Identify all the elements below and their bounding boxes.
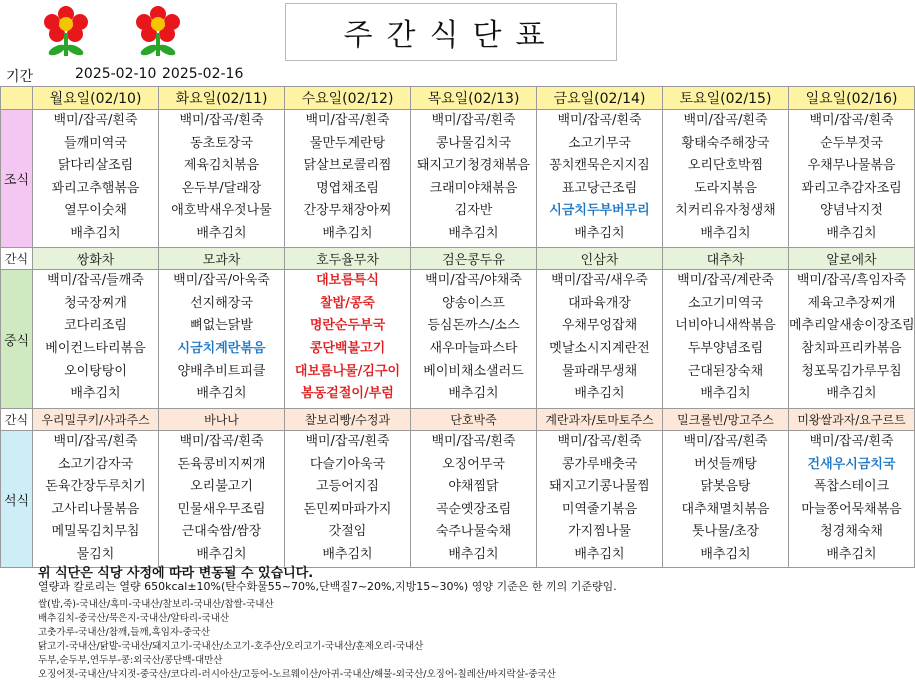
dinner-day-cell [285, 431, 411, 568]
snack_am-cell: 쌍화차 [33, 248, 159, 270]
menu-item: 소고기미역국 [687, 295, 764, 311]
menu-item: 배추김치 [700, 546, 751, 562]
menu-item: 곡순옛장조림 [435, 501, 512, 517]
menu-item: 민물새우무조림 [177, 501, 266, 517]
nutrition-text: 열량과 칼로리는 열량 650kcal±10%(탄수화물55~70%,단백질7~20%,지방15~30%) 영양 기준은 한 끼의 기준량임. [38, 580, 617, 593]
flower-icon [130, 6, 186, 62]
snack_am-cell: 호두율무차 [285, 248, 411, 270]
dinner-day-cell [663, 431, 789, 568]
menu-item: 도라지볶음 [694, 180, 757, 196]
origin-line: 닭고기-국내산/닭발-국내산/돼지고기-국내산/소고기-호주산/오리고기-국내산/훈제오리-국내산 [38, 641, 424, 652]
origin-line: 고춧가루-국내산/참깨,들깨,흑임자-중국산 [38, 627, 211, 638]
menu-item: 배추김치 [196, 546, 247, 562]
menu-item: 명엽채조림 [316, 180, 379, 196]
menu-item: 제육김치볶음 [183, 158, 260, 173]
breakfast-day-cell [159, 110, 285, 248]
menu-item: 양배추비트피클 [177, 363, 266, 379]
lunch-day-cell [789, 270, 915, 409]
section-label-snack-pm: 간식 [1, 409, 33, 431]
section-label-snack-am: 간식 [1, 248, 33, 270]
menu-item: 배추김치 [700, 386, 751, 402]
menu-item: 참치파프리카볶음 [801, 341, 902, 357]
menu-item: 배추김치 [826, 386, 877, 402]
menu-table [0, 86, 915, 568]
menu-item: 고사리나물볶음 [51, 501, 140, 517]
menu-item: 백미/잡곡/흰죽 [809, 113, 894, 128]
snack_pm-cell: 찰보리빵/수정과 [285, 409, 411, 431]
breakfast-day-cell [537, 110, 663, 248]
menu-item: 코다리조림 [64, 318, 127, 334]
origin-line: 두부,순두부,연두부-콩:외국산/콩단백-대만산 [38, 655, 223, 666]
menu-item: 치커리유자청생채 [675, 203, 776, 218]
menu-item: 근대숙쌈/쌈장 [181, 524, 262, 539]
menu-item: 배추김치 [70, 386, 121, 402]
menu-item: 찰밥/콩죽 [320, 295, 375, 311]
menu-item: 백미/잡곡/흰죽 [683, 113, 768, 128]
snack_am-cell: 검은콩두유 [411, 248, 537, 270]
menu-item: 배추김치 [826, 225, 877, 241]
menu-item: 고등어지짐 [316, 479, 379, 494]
flower-icon [38, 6, 94, 62]
menu-item: 꽈리고추감자조림 [801, 180, 902, 196]
menu-item: 들깨미역국 [64, 135, 127, 151]
lunch-day-cell [285, 270, 411, 409]
menu-item: 건새우시금치국 [807, 456, 896, 472]
menu-item: 온두부/달래장 [181, 180, 262, 196]
day-header-row [1, 87, 915, 110]
lunch-day-cell [537, 270, 663, 409]
menu-item: 배추김치 [574, 386, 625, 402]
corner-cell [1, 87, 33, 110]
menu-item: 숙주나물숙채 [435, 524, 512, 539]
menu-item: 양념낙지젓 [820, 203, 883, 218]
menu-item: 봄동겉절이/부럼 [301, 386, 394, 402]
origin-line: 쌀(밥,죽)-국내산/흑미-국내산/찰보리-국내산/찹쌀-국내산 [38, 599, 274, 610]
lunch-day-cell [33, 270, 159, 409]
menu-item: 백미/잡곡/흰죽 [179, 434, 264, 449]
lunch-day-cell [663, 270, 789, 409]
menu-item: 시금치계란볶음 [177, 341, 266, 357]
menu-item: 물만두계란탕 [309, 135, 386, 151]
day-header: 수요일(02/12) [285, 87, 411, 110]
menu-item: 표고당근조림 [561, 180, 638, 196]
menu-item: 배추김치 [322, 225, 373, 241]
menu-item: 배추김치 [826, 546, 877, 562]
menu-item: 청국장찌개 [64, 295, 127, 311]
menu-item: 청포묵김가루무침 [801, 363, 902, 379]
menu-item: 김자반 [454, 203, 493, 218]
menu-item: 물김치 [76, 546, 115, 562]
menu-item: 메추리알새송이장조림 [789, 318, 915, 334]
menu-item: 백미/잡곡/흰죽 [683, 434, 768, 449]
menu-item: 콩나물김치국 [435, 135, 512, 151]
menu-item: 백미/잡곡/흑임자죽 [796, 273, 907, 288]
title-box [285, 3, 617, 61]
snack_am-cell: 알로에차 [789, 248, 915, 270]
snack_pm-cell: 바나나 [159, 409, 285, 431]
menu-item: 백미/잡곡/계란죽 [677, 273, 774, 288]
menu-item: 동초토장국 [190, 135, 253, 151]
menu-item: 크래미야채볶음 [429, 180, 518, 196]
snack_am-cell: 모과차 [159, 248, 285, 270]
menu-item: 백미/잡곡/흰죽 [53, 434, 138, 449]
origin-line: 배추김치-중국산/묵은지-국내산/알타리-국내산 [38, 613, 230, 624]
menu-item: 닭봇음탕 [700, 479, 751, 494]
menu-item: 돈육간장두루치기 [45, 479, 146, 494]
menu-item: 소고기무국 [568, 135, 631, 151]
menu-item: 백미/잡곡/흰죽 [53, 113, 138, 128]
snack-am-row [1, 248, 915, 270]
menu-item: 다슬기아욱국 [309, 456, 386, 472]
menu-item: 우채무나물볶음 [807, 158, 896, 173]
menu-item: 가지찜나물 [568, 524, 631, 539]
snack_pm-cell: 단호박죽 [411, 409, 537, 431]
day-header: 일요일(02/16) [789, 87, 915, 110]
menu-item: 우채무엉잡채 [561, 318, 638, 334]
menu-item: 백미/잡곡/흰죽 [179, 113, 264, 128]
menu-item: 배추김치 [448, 225, 499, 241]
dinner-day-cell [159, 431, 285, 568]
menu-item: 닭살브로콜리찜 [303, 158, 392, 173]
dinner-day-cell [789, 431, 915, 568]
dinner-day-cell [33, 431, 159, 568]
menu-item: 오이탕탕이 [64, 363, 127, 379]
breakfast-day-cell [411, 110, 537, 248]
menu-item: 백미/잡곡/흰죽 [809, 434, 894, 449]
menu-item: 등심돈까스/소스 [427, 318, 520, 334]
menu-item: 근대된장숙채 [687, 363, 764, 379]
day-header: 토요일(02/15) [663, 87, 789, 110]
menu-item: 순두부젓국 [820, 135, 883, 151]
period-start: 2025-02-10 [75, 66, 157, 82]
snack_pm-cell: 계란과자/토마토주스 [537, 409, 663, 431]
menu-item: 백미/잡곡/아욱죽 [173, 273, 270, 288]
menu-item: 미역줄기볶음 [561, 501, 638, 517]
breakfast-day-cell [663, 110, 789, 248]
menu-item: 돈육콩비지찌개 [177, 456, 266, 472]
dinner-row [1, 431, 915, 568]
menu-item: 백미/잡곡/흰죽 [305, 434, 390, 449]
snack_am-cell: 인삼차 [537, 248, 663, 270]
day-header: 화요일(02/11) [159, 87, 285, 110]
menu-item: 열무이숫채 [64, 203, 127, 218]
snack_am-cell: 대추차 [663, 248, 789, 270]
breakfast-day-cell [33, 110, 159, 248]
menu-item: 두부양념조림 [687, 341, 764, 357]
menu-item: 배추김치 [574, 546, 625, 562]
breakfast-row [1, 110, 915, 248]
menu-item: 명란순두부국 [309, 318, 386, 334]
menu-item: 대보름나물/김구이 [294, 363, 401, 379]
day-header: 금요일(02/14) [537, 87, 663, 110]
menu-item: 꽁치캔묵은지지짐 [549, 158, 650, 173]
menu-item: 제육고추장찌개 [807, 295, 896, 311]
menu-item: 꽈리고추햄볶음 [51, 180, 140, 196]
header [0, 0, 900, 64]
menu-item: 돼지고기콩나물찜 [549, 479, 650, 494]
menu-item: 배추김치 [322, 546, 373, 562]
menu-item: 양송이스프 [442, 295, 505, 311]
menu-item: 백미/잡곡/흰죽 [305, 113, 390, 128]
menu-item: 물파래무생채 [561, 363, 638, 379]
menu-item: 콩가루배춧국 [561, 456, 638, 472]
day-header: 목요일(02/13) [411, 87, 537, 110]
menu-item: 간장무채장아찌 [303, 203, 392, 218]
menu-item: 대추채멸치볶음 [681, 501, 770, 517]
snack_pm-cell: 우리밀쿠키/사과주스 [33, 409, 159, 431]
menu-item: 백미/잡곡/흰죽 [557, 113, 642, 128]
menu-item: 백미/잡곡/흰죽 [431, 113, 516, 128]
menu-item: 오징어무국 [442, 456, 505, 472]
menu-item: 오리불고기 [190, 479, 253, 494]
lunch-row [1, 270, 915, 409]
menu-item: 배추김치 [700, 225, 751, 241]
section-label-lunch: 중식 [1, 270, 33, 409]
notice-text: 위 식단은 식당 사정에 따라 변동될 수 있습니다. [38, 566, 314, 581]
menu-item: 백미/잡곡/새우죽 [551, 273, 648, 288]
menu-item: 선지해장국 [190, 295, 253, 311]
menu-item: 배추김치 [448, 386, 499, 402]
menu-item: 마늘쫑어묵채볶음 [801, 501, 902, 517]
menu-item: 청경채숙채 [820, 524, 883, 539]
menu-item: 소고기감자국 [57, 456, 134, 472]
menu-item: 오리단호박찜 [687, 158, 764, 173]
menu-item: 돼지고기청경채볶음 [416, 158, 531, 173]
period-row [0, 64, 900, 86]
section-label-breakfast: 조식 [1, 110, 33, 248]
menu-item: 애호박새우젓나물 [171, 203, 272, 218]
footer-notes [0, 560, 900, 683]
menu-item: 버섯들깨탕 [694, 456, 757, 472]
menu-item: 배추김치 [574, 225, 625, 241]
snack-pm-row [1, 409, 915, 431]
menu-item: 백미/잡곡/흰죽 [431, 434, 516, 449]
menu-item: 너비아니새싹볶음 [675, 318, 776, 334]
section-label-dinner: 석식 [1, 431, 33, 568]
origin-line: 오징어젓-국내산/낙지젓-중국산/코다리-러시아산/고등어-노르웨이산/아귀-국내산/해물-외국산/오징어-칠레산/바지락살-중국산 [38, 669, 556, 680]
menu-item: 톳나물/초장 [691, 524, 760, 539]
menu-item: 야채찜닭 [448, 479, 499, 494]
menu-item: 배추김치 [196, 386, 247, 402]
breakfast-day-cell [789, 110, 915, 248]
period-label: 기간 [6, 69, 34, 85]
menu-item: 뼈없는닭발 [190, 318, 253, 334]
menu-item: 백미/잡곡/들깨죽 [47, 273, 144, 288]
day-header: 월요일(02/10) [33, 87, 159, 110]
lunch-day-cell [411, 270, 537, 409]
menu-item: 멧날소시지계란전 [549, 341, 650, 357]
menu-item: 돈민찌마파가지 [303, 501, 392, 517]
menu-item: 배추김치 [448, 546, 499, 562]
menu-item: 백미/잡곡/흰죽 [557, 434, 642, 449]
menu-item: 갓절임 [328, 524, 367, 539]
snack_pm-cell: 밀크롤빈/망고주스 [663, 409, 789, 431]
dinner-day-cell [537, 431, 663, 568]
menu-item: 시금치두부버무리 [549, 203, 650, 218]
menu-item: 대보름특식 [316, 273, 379, 288]
menu-item: 황태숙주해장국 [681, 135, 770, 151]
menu-item: 배추김치 [196, 225, 247, 241]
period-end: 2025-02-16 [162, 66, 244, 82]
menu-item: 콩단백불고기 [309, 341, 386, 357]
menu-item: 닭다리살조림 [57, 158, 134, 173]
menu-item: 백미/잡곡/야채죽 [425, 273, 522, 288]
dinner-day-cell [411, 431, 537, 568]
menu-item: 메밀묵김치무침 [51, 524, 140, 539]
menu-item: 배추김치 [70, 225, 121, 241]
lunch-day-cell [159, 270, 285, 409]
page-title: 주간식단표 [343, 18, 559, 53]
menu-item: 베이비채소샐러드 [423, 363, 524, 379]
snack_pm-cell: 미왕쌀과자/요구르트 [789, 409, 915, 431]
menu-item: 베이컨느타리볶음 [45, 341, 146, 357]
menu-item: 대파육개장 [568, 295, 631, 311]
breakfast-day-cell [285, 110, 411, 248]
menu-item: 폭찹스테이크 [813, 479, 890, 494]
menu-item: 새우마늘파스타 [429, 341, 518, 357]
